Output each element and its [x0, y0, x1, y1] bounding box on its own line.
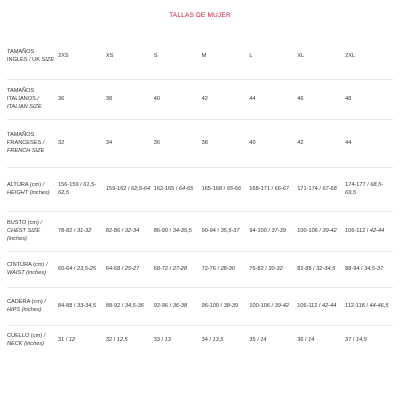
cell-value-cm: M [201, 53, 207, 60]
row-label [7, 34, 58, 79]
size-cell [154, 325, 202, 355]
size-cell [58, 34, 106, 79]
cell-value-cm: 100-106 / [249, 302, 275, 309]
size-cell [58, 211, 106, 251]
cell-value-cm: 42 [201, 95, 208, 102]
cell-value-cm: 38 [201, 139, 208, 146]
cell-value-cm: 82-88 / [297, 265, 317, 272]
cell-value-inches: 23,5-25 [77, 265, 97, 272]
cell-value-cm: 90-94 / [201, 227, 221, 234]
cell-value-cm: 33 / [153, 337, 165, 344]
size-cell [249, 119, 297, 167]
row-label-es: CINTURA (cm) [7, 261, 45, 268]
size-cell [297, 211, 345, 251]
cell-value-inches: 68,5-69,5 [345, 181, 384, 196]
row-label-es: BUSTO (cm) [7, 219, 39, 226]
cell-value-cm: 76-82 / [249, 265, 269, 272]
cell-value-inches: 14 [308, 337, 315, 344]
cell-value-cm: XS [105, 53, 114, 60]
size-cell [106, 79, 154, 119]
size-cell [106, 34, 154, 79]
size-cell [58, 251, 106, 287]
cell-value-inches: 35,5-37 [220, 227, 240, 234]
cell-value-inches: 25-27 [124, 265, 140, 272]
cell-value-cm: 96-100 / [201, 302, 224, 309]
cell-value-cm: 36 / [297, 337, 309, 344]
size-cell [154, 251, 202, 287]
cell-value-inches: 31-32 [77, 227, 92, 234]
cell-value-inches: 27-28 [172, 265, 188, 272]
size-cell [249, 251, 297, 287]
cell-value-inches: 39-42 [274, 302, 289, 309]
cell-value-cm: 68-72 / [153, 265, 173, 272]
cell-value-cm: 162-165 / [153, 185, 179, 192]
cell-value-inches: 44-46,5 [369, 302, 389, 309]
cell-value-cm: 86-90 / [153, 227, 173, 234]
row-label-es: TAMAÑOS ITALIANOS [7, 87, 36, 102]
cell-value-cm: XL [297, 53, 305, 60]
table-row [7, 211, 393, 251]
cell-value-cm: 156-159 / [58, 181, 84, 188]
row-label-es: TAMAÑOS INGLÉS / UK [7, 48, 40, 64]
size-cell [202, 119, 250, 167]
size-cell [106, 167, 154, 211]
table-row [7, 34, 393, 79]
cell-value-cm: 48 [345, 95, 352, 102]
cell-value-inches: 38-39 [223, 302, 238, 309]
size-cell [345, 251, 393, 287]
cell-value-inches: 67-68 [322, 185, 337, 192]
cell-value-cm: 34 [105, 139, 113, 146]
cell-value-cm: 78-82 / [58, 227, 78, 234]
cell-value-inches: 39-42 [322, 227, 337, 234]
size-cell [249, 34, 297, 79]
row-label-en: SIZE [41, 57, 54, 64]
cell-value-cm: 92-96 / [153, 302, 173, 309]
cell-value-cm: 159-162 / [105, 185, 132, 192]
row-label-en: / ITALIAN SIZE [7, 95, 42, 111]
cell-value-cm: 40 [249, 139, 256, 146]
row-label-es: CUELLO (cm) [7, 332, 43, 339]
size-cell [202, 167, 250, 211]
cell-value-inches: 42-44 [369, 227, 385, 234]
cell-value-inches: 12 [68, 337, 76, 344]
cell-value-cm: 2XL [345, 53, 356, 60]
size-cell [154, 211, 202, 251]
size-cell [202, 287, 250, 325]
cell-value-cm: 35 / [249, 337, 261, 344]
cell-value-inches: 12,5 [116, 337, 128, 344]
cell-value-cm: 31 / [58, 337, 69, 344]
size-cell [58, 79, 106, 119]
size-cell [58, 325, 106, 355]
row-label-es: CADERA (cm) [7, 298, 43, 305]
cell-value-cm: 64-68 / [105, 265, 125, 272]
size-cell [345, 79, 393, 119]
cell-value-cm: 40 [153, 95, 160, 102]
row-label-es: TAMAÑOS FRANCESES [7, 131, 42, 146]
cell-value-inches: 65-66 [226, 185, 242, 192]
cell-value-inches: 36-38 [172, 302, 188, 309]
size-cell [106, 251, 154, 287]
size-cell [249, 167, 297, 211]
cell-value-cm: 32 [58, 139, 65, 146]
size-cell [202, 251, 250, 287]
cell-value-inches: 34,5-37 [364, 265, 384, 272]
cell-value-inches: 30-32 [268, 265, 283, 272]
size-cell [297, 287, 345, 325]
cell-value-inches: 13 [164, 337, 171, 344]
cell-value-cm: 106-112 / [345, 227, 370, 234]
size-cell [345, 211, 393, 251]
row-label-en: / NECK (inches) [7, 332, 46, 348]
cell-value-inches: 32-34 [124, 227, 140, 234]
cell-value-cm: 60-64 / [58, 265, 78, 272]
cell-value-cm: 42 [297, 139, 304, 146]
row-label [7, 251, 58, 287]
cell-value-cm: 94-100 / [249, 227, 272, 234]
cell-value-inches: 34,5-36 [124, 302, 144, 309]
cell-value-inches: 37-39 [271, 227, 286, 234]
cell-value-cm: 171-174 / [297, 185, 323, 192]
table-row [7, 119, 393, 167]
cell-value-cm: 38 [105, 95, 113, 102]
cell-value-cm: 88-94 / [345, 265, 365, 272]
cell-value-cm: 44 [249, 95, 256, 102]
size-chart-table [7, 34, 393, 355]
cell-value-cm: 88-92 / [105, 302, 125, 309]
size-cell [106, 119, 154, 167]
size-cell [154, 34, 202, 79]
cell-value-cm: 100-106 / [297, 227, 323, 234]
cell-value-cm: 44 [345, 139, 352, 146]
cell-value-inches: 34-35,5 [172, 227, 192, 234]
size-cell [345, 34, 393, 79]
size-cell [297, 79, 345, 119]
size-cell [249, 325, 297, 355]
size-cell [58, 167, 106, 211]
cell-value-inches: 64-65 [178, 185, 194, 192]
size-cell [297, 167, 345, 211]
size-cell [106, 211, 154, 251]
cell-value-inches: 14 [260, 337, 267, 344]
size-cell [202, 211, 250, 251]
size-cell [154, 79, 202, 119]
cell-value-cm: 36 [153, 139, 160, 146]
size-cell [154, 119, 202, 167]
cell-value-cm: 168-171 / [249, 185, 275, 192]
size-cell [106, 325, 154, 355]
cell-value-inches: 28-30 [220, 265, 235, 272]
size-cell [297, 251, 345, 287]
row-label [7, 79, 58, 119]
size-cell [345, 119, 393, 167]
size-cell [345, 167, 393, 211]
cell-value-cm: 82-86 / [105, 227, 125, 234]
size-cell [297, 325, 345, 355]
row-label [7, 167, 58, 211]
cell-value-cm: 84-88 / [58, 302, 78, 309]
table-row [7, 167, 393, 211]
cell-value-cm: 174-177 / [345, 181, 371, 188]
row-label [7, 211, 58, 251]
row-label [7, 325, 58, 355]
size-cell [58, 287, 106, 325]
row-label-en: / HEIGHT (inches) [7, 181, 50, 196]
row-label-en: / FRENCH SIZE [7, 139, 45, 155]
cell-value-cm: 36 [58, 95, 65, 102]
table-row [7, 325, 393, 355]
cell-value-cm: 2XS [58, 53, 69, 60]
row-label [7, 287, 58, 325]
size-cell [297, 34, 345, 79]
size-cell [345, 325, 393, 355]
table-row [7, 251, 393, 287]
size-cell [106, 287, 154, 325]
size-cell [201, 34, 253, 79]
page-title: TALLAS DE MUJER [169, 12, 231, 19]
cell-value-cm: 165-168 / [201, 185, 227, 192]
size-cell [297, 119, 345, 167]
size-cell [154, 287, 202, 325]
row-label-en: / CHEST SIZE (inches) [7, 219, 43, 243]
size-cell [345, 287, 393, 325]
size-cell [202, 79, 250, 119]
size-cell [249, 287, 297, 325]
cell-value-inches: 32-34,5 [316, 265, 336, 272]
size-cell [249, 211, 297, 251]
cell-value-cm: L [249, 53, 253, 60]
cell-value-inches: 66-67 [274, 185, 289, 192]
size-cell [249, 79, 297, 119]
cell-value-inches: 61,5-62,5 [58, 181, 96, 196]
cell-value-cm: 37 / [345, 337, 356, 344]
cell-value-inches: 14,5 [356, 337, 367, 344]
cell-value-cm: 46 [297, 95, 304, 102]
cell-value-cm: 72-76 / [201, 265, 221, 272]
row-label-en: / WAIST (inches) [7, 261, 48, 276]
row-label-es: ALTURA (cm) [7, 181, 42, 188]
size-cell [202, 325, 250, 355]
cell-value-inches: 33-34,5 [77, 302, 97, 309]
size-cell [58, 119, 106, 167]
table-row [7, 287, 393, 325]
cell-value-cm: 32 / [105, 337, 117, 344]
table-row [7, 79, 393, 119]
cell-value-cm: 106-112 / [297, 302, 323, 309]
cell-value-inches: 13,5 [212, 337, 224, 344]
cell-value-cm: 34 / [201, 337, 213, 344]
cell-value-inches: 42-44 [322, 302, 337, 309]
cell-value-cm: S [153, 53, 158, 60]
cell-value-inches: 62,5-64 [131, 185, 151, 192]
row-label [7, 119, 58, 167]
size-cell [154, 167, 202, 211]
row-label-en: / HIPS (inches) [7, 298, 46, 313]
cell-value-cm: 112-118 / [345, 302, 370, 309]
